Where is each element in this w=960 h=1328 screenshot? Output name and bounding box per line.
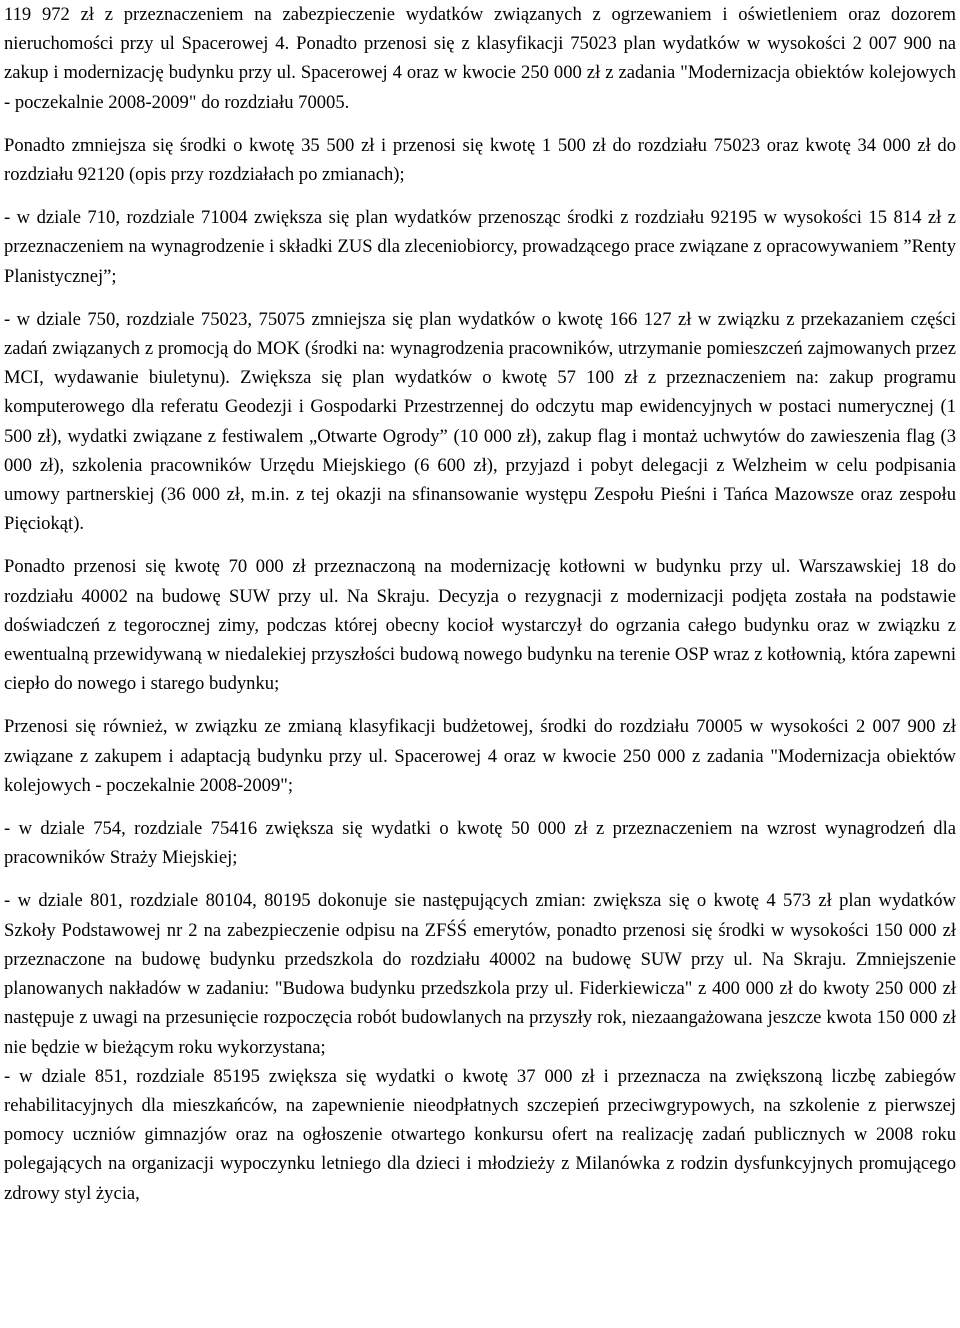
paragraph-spacer [4, 698, 956, 712]
document-page [4, 0, 956, 1208]
paragraph-reclassification: Przenosi się również, w związku ze zmianą klasyfikacji budżetowej, środki do rozdziału 70005 w wysokości 2 007 900 zł związane z zakupem i adaptacją budynku przy ul. Spacerowej 4 oraz w kwocie 250 000 z zadania "Modernizacja obiektów kolejowych - poczekalnie 2008-2009"; [4, 716, 956, 796]
paragraph-dzial-754: - w dziale 754, rozdziale 75416 zwiększa się wydatki o kwotę 50 000 zł z przeznaczeniem na wzrost wynagrodzeń dla pracowników Straży Miejskiej; [4, 818, 956, 869]
paragraph-dzial-801: - w dziale 801, rozdziale 80104, 80195 dokonuje sie następujących zmian: zwiększa się o kwotę 4 573 zł plan wydatków Szkoły Podstawowej nr 2 na zabezpieczenie odpisu na ZFŚŚ emerytów, ponadto przenosi się środki w wysokości 150 000 zł przeznaczone na budowę budynku przedszkola do rozdziału 40002 na budowę SUW przy ul. Na Skraju. Zmniejszenie planowanych nakładów w zadaniu: "Budowa budynku przedszkola przy ul. Fiderkiewicza" z 400 000 zł do kwoty 250 000 zł następuje z uwagi na przesunięcie rozpoczęcia robót budowlanych na przyszły rok, niezaangażowana jeszcze kwota 150 000 zł nie będzie w bieżącym roku wykorzystana; [4, 890, 956, 1058]
paragraph-boiler-room: Ponadto przenosi się kwotę 70 000 zł przeznaczoną na modernizację kotłowni w budynku przy ul. Warszawskiej 18 do rozdziału 40002 na budowę SUW przy ul. Na Skraju. Decyzja o rezygnacji z modernizacji podjęta została na podstawie doświadczeń z tegorocznej zimy, podczas której obecny kocioł wystarczył do ogrzania całego budynku oraz w związku z ewentualną przewidywaną w niedalekiej przyszłości budową nowego budynku na terenie OSP wraz z kotłownią, która zapewni ciepło do nowego i starego budynku; [4, 556, 956, 695]
paragraph-spacer [4, 117, 956, 131]
paragraph-spacer [4, 538, 956, 552]
paragraph-dzial-710: - w dziale 710, rozdziale 71004 zwiększa się plan wydatków przenosząc środki z rozdziału 92195 w wysokości 15 814 zł z przeznaczeniem na wynagrodzenie i składki ZUS dla zleceniobiorcy, prowadzącego prace związane z opracowywaniem ”Renty Planistycznej”; [4, 207, 956, 287]
paragraph-dzial-851: - w dziale 851, rozdziale 85195 zwiększa się wydatki o kwotę 37 000 zł i przeznacza na zwiększoną liczbę zabiegów rehabilitacyjnych dla mieszkańców, na zapewnienie nieodpłatnych szczepień przeciwgrypowych, na szkolenie z pierwszej pomocy uczniów gimnazjów oraz na ogłoszenie otwartego konkursu ofert na realizację zadań publicznych w 2008 roku polegających na organizacji wypoczynku letniego dla dzieci i młodzieży z Milanówka z rodzin dysfunkcyjnych promującego zdrowy styl życia, [4, 1065, 956, 1204]
paragraph-spacer [4, 291, 956, 305]
paragraph-reduce-funds: Ponadto zmniejsza się środki o kwotę 35 500 zł i przenosi się kwotę 1 500 zł do rozdziału 75023 oraz kwotę 34 000 zł do rozdziału 92120 (opis przy rozdziałach po zmianach); [4, 134, 956, 186]
paragraph-spacer [4, 800, 956, 814]
paragraph-spacer [4, 872, 956, 886]
paragraph-spacer [4, 189, 956, 203]
paragraph-heating-lighting: 119 972 zł z przeznaczeniem na zabezpieczenie wydatków związanych z ogrzewaniem i oświetleniem oraz dozorem nieruchomości przy ul Spacerowej 4. Ponadto przenosi się z klasyfikacji 75023 plan wydatków w wysokości 2 007 900 na zakup i modernizację budynku przy ul. Spacerowej 4 oraz w kwocie 250 000 zł z zadania "Modernizacja obiektów kolejowych - poczekalnie 2008-2009" do rozdziału 70005. [4, 4, 956, 113]
paragraph-dzial-750: - w dziale 750, rozdziale 75023, 75075 zmniejsza się plan wydatków o kwotę 166 127 zł w związku z przekazaniem części zadań związanych z promocją do MOK (środki na: wynagrodzenia pracowników, utrzymanie pomieszczeń zajmowanych przez MCI, wydawanie biuletynu). Zwiększa się plan wydatków o kwotę 57 100 zł z przeznaczeniem na: zakup programu komputerowego dla referatu Geodezji i Gospodarki Przestrzennej do odczytu map ewidencyjnych w postaci numerycznej (1 500 zł), wydatki związane z festiwalem „Otwarte Ogrody” (10 000 zł), zakup flag i montaż uchwytów do zawieszenia flag (3 000 zł), szkolenia pracowników Urzędu Miejskiego (6 600 zł), przyjazd i pobyt delegacji z Welzheim w celu podpisania umowy partnerskiej (36 000 zł, m.in. z tej okazji na sfinansowanie występu Zespołu Pieśni i Tańca Mazowsze oraz zespołu Pięciokąt). [4, 308, 956, 535]
